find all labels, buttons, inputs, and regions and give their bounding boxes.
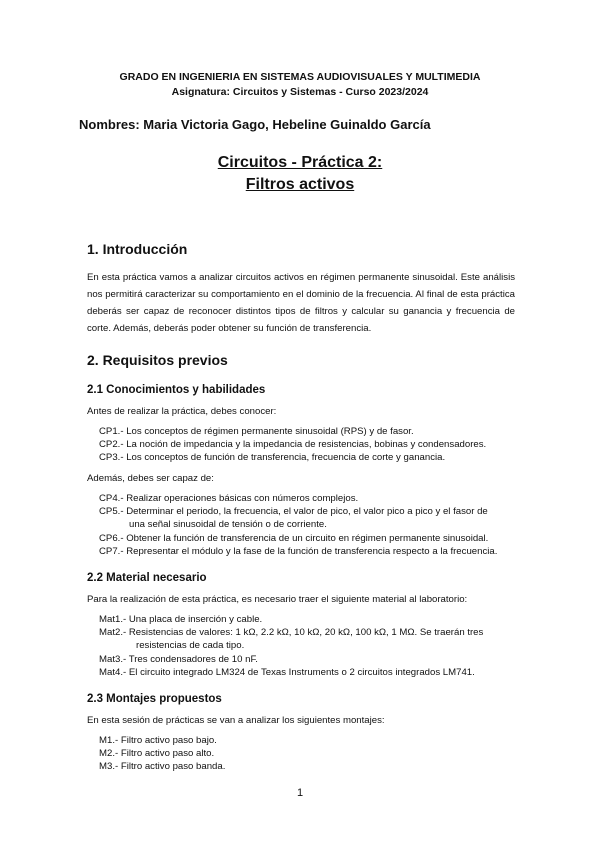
section-heading-requisitos: 2. Requisitos previos	[87, 352, 228, 368]
course-header: Asignatura: Circuitos y Sistemas - Curso 2023/2024	[171, 86, 429, 98]
item-text: Los conceptos de régimen permanente sinusoidal (RPS) y de fasor.	[126, 426, 414, 437]
student-names: Nombres: Maria Victoria Gago, Hebeline Guinaldo García	[79, 117, 431, 132]
item-text: Obtener la función de transferencia de un circuito en régimen permanente sinusoidal.	[126, 533, 489, 544]
list-item-cp1	[99, 426, 414, 437]
list-item-mat2-continued: resistencias de cada tipo.	[136, 640, 245, 651]
item-code: CP7.-	[99, 546, 124, 557]
item-text: Realizar operaciones básicas con números complejos.	[126, 493, 359, 504]
page-number: 1	[296, 787, 304, 799]
list-item-cp5	[99, 506, 488, 517]
item-code: M1.-	[99, 735, 119, 746]
list-item-mat4	[99, 667, 475, 678]
section-heading-intro: 1. Introducción	[87, 241, 188, 257]
list-item-mat3	[99, 654, 258, 665]
list-item-m2	[99, 748, 214, 759]
item-code: CP5.-	[99, 506, 124, 517]
item-text: La noción de impedancia y la impedancia de resistencias, bobinas y condensadores.	[126, 439, 487, 450]
list-item-cp2	[99, 439, 486, 450]
item-text: Filtro activo paso banda.	[120, 761, 226, 772]
item-code: CP1.-	[99, 426, 124, 437]
item-code: Mat4.-	[99, 667, 127, 678]
item-text: Determinar el periodo, la frecuencia, el valor de pico, el valor pico a pico y el fasor de	[126, 506, 488, 517]
item-code: CP6.-	[99, 533, 124, 544]
conocimientos-intro: Antes de realizar la práctica, debes conocer:	[87, 406, 277, 417]
list-item-cp6	[99, 533, 488, 544]
item-code: M2.-	[99, 748, 119, 759]
list-item-mat1	[99, 614, 262, 625]
item-code: M3.-	[99, 761, 119, 772]
item-code: CP2.-	[99, 439, 124, 450]
list-item-mat2	[99, 627, 483, 638]
item-text: Representar el módulo y la fase de la función de transferencia respecto a la frecuencia.	[126, 546, 498, 557]
montajes-intro: En esta sesión de prácticas se van a analizar los siguientes montajes:	[87, 715, 385, 726]
list-item-m3	[99, 761, 225, 772]
item-text: Filtro activo paso alto.	[120, 748, 215, 759]
list-item-cp4	[99, 493, 358, 504]
item-text: Tres condensadores de 10 nF.	[128, 654, 258, 665]
item-text: Filtro activo paso bajo.	[120, 735, 217, 746]
conocimientos-intro-2: Además, debes ser capaz de:	[87, 473, 214, 484]
program-header: GRADO EN INGENIERIA EN SISTEMAS AUDIOVISUALES Y MULTIMEDIA	[119, 71, 481, 83]
title-line-1: Circuitos - Práctica 2:	[217, 154, 383, 171]
list-item-cp7	[99, 546, 497, 557]
item-text: Resistencias de valores: 1 kΩ, 2.2 kΩ, 10 kΩ, 20 kΩ, 100 kΩ, 1 MΩ. Se traerán tres	[128, 627, 484, 638]
material-intro: Para la realización de esta práctica, es necesario traer el siguiente material al laboratorio:	[87, 594, 468, 605]
subsection-heading-conocimientos: 2.1 Conocimientos y habilidades	[87, 384, 266, 396]
list-item-cp3	[99, 452, 445, 463]
list-item-m1	[99, 735, 217, 746]
item-text: Una placa de inserción y cable.	[128, 614, 263, 625]
item-text: El circuito integrado LM324 de Texas Instruments o 2 circuitos integrados LM741.	[128, 667, 475, 678]
intro-paragraph: En esta práctica vamos a analizar circuitos activos en régimen permanente sinusoidal. Este análisis nos permitirá caracterizar su comportamiento en el dominio de la frecuencia. Al final de esta práctica deberás ser capaz de reconocer distintos tipos de filtros y calcular su ganancia y frecuencia de corte. Además, deberás poder obtener su función de transferencia.	[87, 272, 515, 334]
subsection-heading-montajes: 2.3 Montajes propuestos	[87, 693, 222, 705]
item-code: Mat2.-	[99, 627, 127, 638]
item-code: CP3.-	[99, 452, 124, 463]
list-item-cp5-continued: una señal sinusoidal de tensión o de corriente.	[129, 519, 327, 530]
item-text: Los conceptos de función de transferencia, frecuencia de corte y ganancia.	[126, 452, 446, 463]
title-line-2: Filtros activos	[245, 176, 355, 193]
subsection-heading-material: 2.2 Material necesario	[87, 572, 207, 584]
item-code: Mat3.-	[99, 654, 127, 665]
item-code: Mat1.-	[99, 614, 127, 625]
item-code: CP4.-	[99, 493, 124, 504]
